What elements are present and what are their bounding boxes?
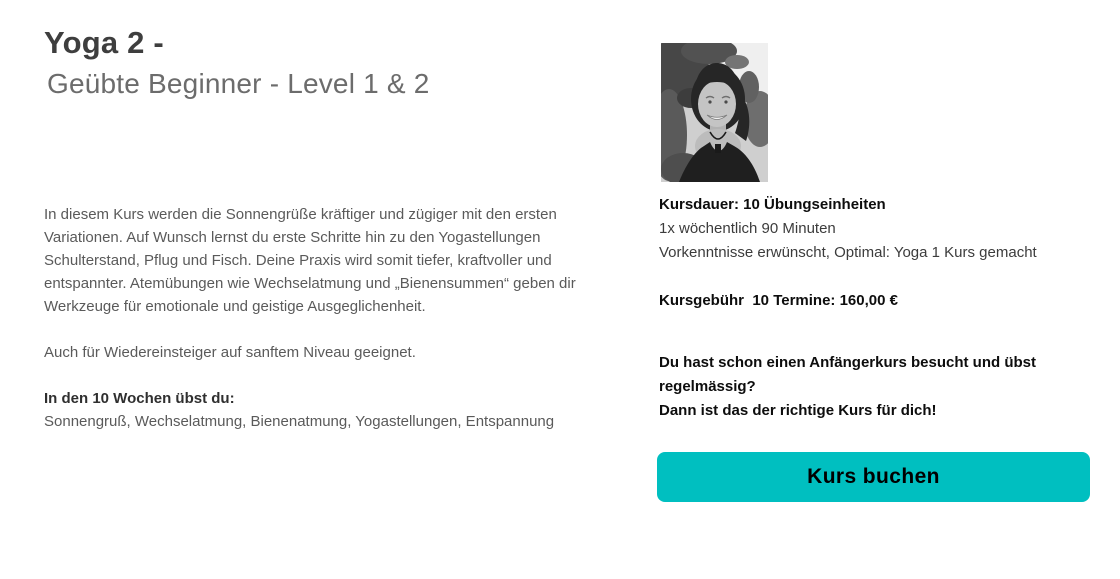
course-details xyxy=(659,193,1091,313)
weeks-heading: In den 10 Wochen übst du: xyxy=(44,390,235,407)
course-fee: Kursgebühr 10 Termine: 160,00 € xyxy=(659,292,898,309)
instructor-portrait-photo xyxy=(661,43,768,182)
course-title-block xyxy=(44,22,604,104)
instructor-portrait-image xyxy=(661,43,768,182)
description-paragraph: In diesem Kurs werden die Sonnengrüße kräftiger und zügiger mit den ersten Variationen. Auf Wunsch lernst du erste Schritte hin zu den Yogastellungen Schulterstand, Pflug und Fisch. Deine Praxis wird somit tiefer, kraftvoller und entspannter. Atemübungen wie Wechselatmung und „Bienensummen“ geben dir Werkzeuge für emotionale und geistige Ausgeglichenheit. xyxy=(44,206,576,315)
cta-question-text: Du hast schon einen Anfängerkurs besucht und übst regelmässig? xyxy=(659,354,1036,395)
course-frequency: 1x wöchentlich 90 Minuten xyxy=(659,220,836,237)
cta-answer-text: Dann ist das der richtige Kurs für dich! xyxy=(659,402,937,419)
course-subtitle: Geübte Beginner - Level 1 & 2 xyxy=(47,68,430,99)
course-title: Yoga 2 - xyxy=(44,25,164,60)
weeks-content: Sonnengruß, Wechselatmung, Bienenatmung, Yogastellungen, Entspannung xyxy=(44,413,555,430)
book-course-button[interactable]: Kurs buchen xyxy=(657,452,1090,502)
description-note: Auch für Wiedereinsteiger auf sanftem Niveau geeignet. xyxy=(44,344,416,361)
course-duration: Kursdauer: 10 Übungseinheiten xyxy=(659,196,886,213)
course-description xyxy=(44,203,610,433)
cta-question-block xyxy=(659,351,1084,423)
course-prerequisites: Vorkenntnisse erwünscht, Optimal: Yoga 1 Kurs gemacht xyxy=(659,244,1037,261)
